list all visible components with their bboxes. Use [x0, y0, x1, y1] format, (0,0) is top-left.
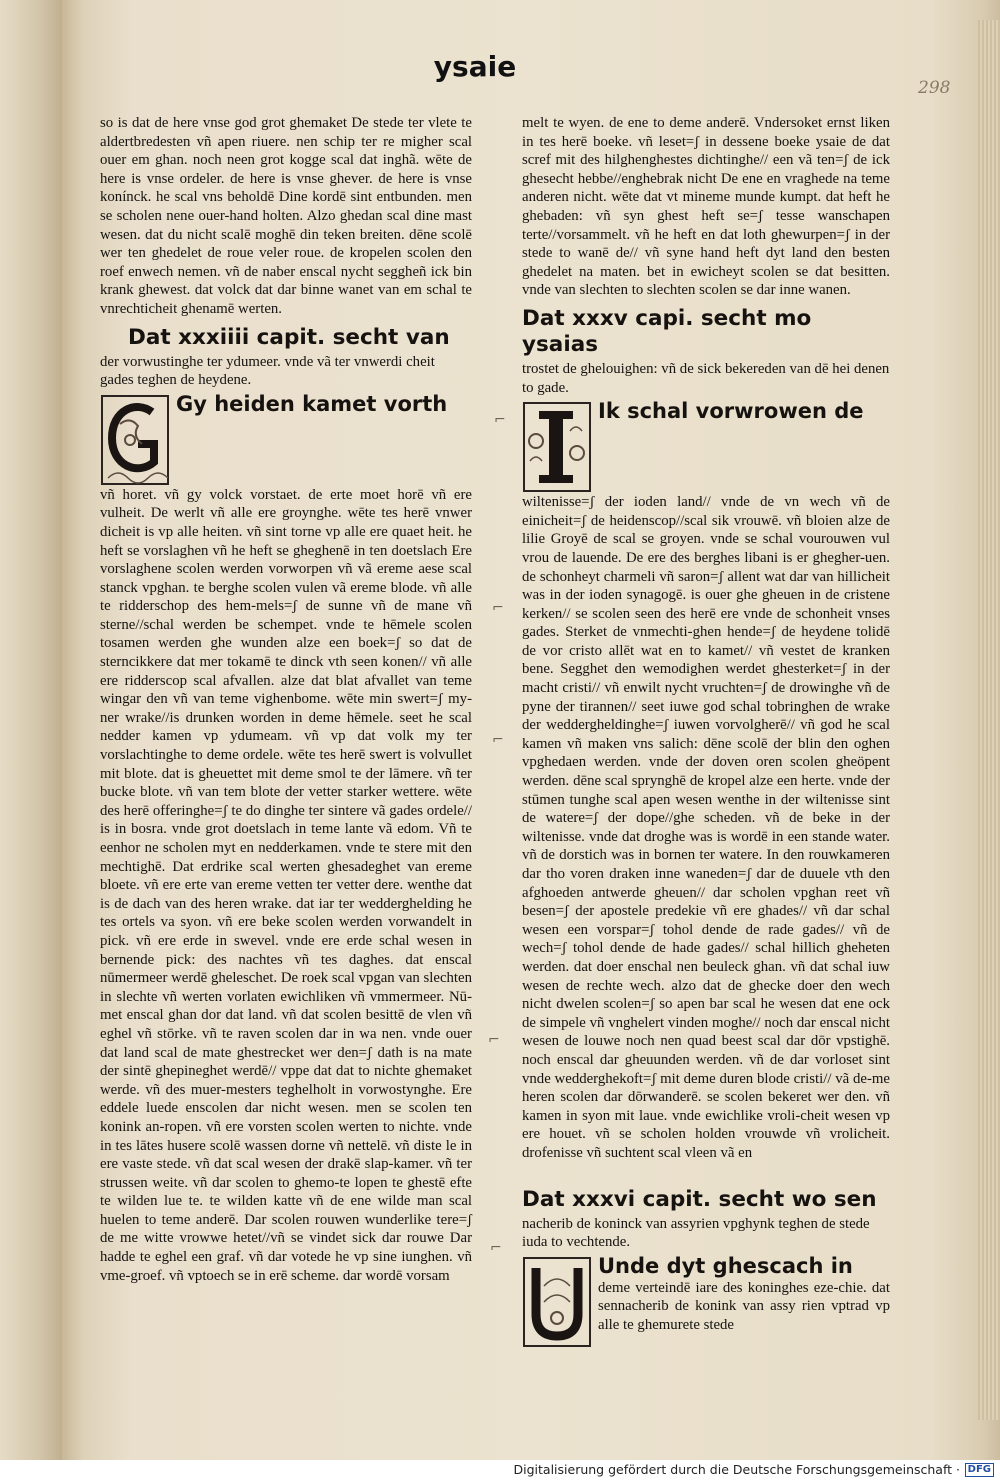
chapter-36-heading: Dat xxxvi capit. secht wo sen: [522, 1186, 877, 1212]
chapter-34-summary: der vorwustinghe ter ydumeer. vnde vã ter vnwerdi cheit gades teghen de heydene.: [100, 353, 435, 389]
marginal-mark: ⌐: [490, 1240, 502, 1256]
right-text-column: [522, 114, 890, 1348]
marginal-mark: ⌐: [492, 732, 504, 748]
chapter-gap: [522, 1163, 890, 1181]
decorated-initial-i-icon: [522, 401, 592, 493]
chapter-36-body: deme verteindē iare des koninghes eze-chie. dat sennacherib de konink van assy rien vptrad vp alle te ghemurete stede: [598, 1279, 890, 1333]
chapter-36-opening: [522, 1254, 890, 1348]
chapter-36-opening-text: [598, 1254, 890, 1335]
page-fore-edge: [978, 20, 1000, 1420]
chapter-35-opening: [522, 399, 890, 493]
right-top-paragraph: melt te wyen. de ene to deme anderē. Vndersoket ernst liken in tes herē boeke. vñ leset=ʃ in dessene boeke ysaie de dat scref mit des hilghenghestes dichtinghe// een vã ten=ʃ de ick ghesecht hebbe//enghebrak nicht De ene en vraghede na teme anderen nicht. wēte dat vt mineme munde kumpt. dat heft he ghebaden: vñ syn ghest heft se=ʃ tesse wanschapen terte//vorsammelt. vñ he heft en dat loth ghewurpen=ʃ in der stede to wanē de// vñ syne hand heft dyt land den besten ghedelet na maten. bet in ewicheyt scolen se dat besitten. vnde van slechten to slechten scolen se dar inne wanen.: [522, 115, 890, 299]
chapter-35-summary: trostet de ghelouighen: vñ de sick bekereden van dē hei denen to gade.: [522, 360, 890, 396]
marginal-mark: ⌐: [494, 412, 506, 428]
digitization-credit: Digitalisierung gefördert durch die Deutsche Forschungsgemeinschaft ·: [513, 1462, 960, 1477]
left-text-column: [100, 114, 472, 1285]
running-title: ysaie: [433, 50, 517, 83]
marginal-mark: ⌐: [488, 1032, 500, 1048]
dfg-logo-icon: DFG: [965, 1463, 994, 1477]
chapter-34-opening-text: [176, 392, 472, 417]
chapter-35-opening-text: [598, 399, 890, 424]
chapter-35-heading: Dat xxxv capi. secht mo ysaias: [522, 305, 812, 357]
folio-number: 298: [918, 78, 951, 98]
digitization-footer: [0, 1460, 1000, 1481]
book-outer-edge: [0, 0, 70, 1460]
decorated-initial-g-icon: [100, 394, 170, 486]
chapter-34-body: vñ horet. vñ gy volck vorstaet. de erte moet horē vñ ere vulheit. De werlt vñ alle ere groynghe. wēte tes herē vnwer dicheit is vp alle heiten. vñ sint torne vp alle ere quaet heit. he heft se vorslaghen vñ he heft se gheghenē in ten doetslach Ere vorslaghene scolen werden vorworpen vñ vã ereme aese scal stanck vpghan. te berghe scolen vulen vã ereme blode. vñ alle te ridderschop des hem-mels=ʃ de sunne vñ de mane vñ sterne//schal werden be schempet. vnde te hēmele scolen tosamen werden ghe wunden alze een boek=ʃ so dat de sterncikkere dat mer tokamē te dinck vth seen konen// vñ alle ere ridderscop scal afvallen. alze dat blat afvallet van teme wingar den vñ van teme vighenbome. wēte min swert=ʃ my-ner wrake//is drunken worden in deme hēmele. seet he scal nedder kamen vp ydumeam. vñ vp dat volk my ter vorslachtinghe to deme ordele. wēte tes herē swert is volvullet mit blote. dat is gheuettet mit deme smol te der lāmere. vñ ter bucke blote. vñ van tem blote der vetter starker wettere. wēte des herē offeringhe=ʃ te do dinghe ter sintere vã gades ordele// is in bosra. vnde grot doetslach in teme lante vã edom. Vñ te eenhor ne scholen myt en nedderkamen. vnde te stere mit den mechtighē. Dat erdrike scal werten ghesadeghet van ereme bloete. vñ ere erte van ereme vetten ter vetter dere. wenthe dat is de dach van des heren wrake. dat iar ter wedderghelding he tes ortels va syon. vñ ere beke scolen werden vorwandelt in pick. vñ ere erde in swevel. vnde ere erde schal wesen in bernende pick: des nachtes vñ tes daghes. dat enscal nūmermeer werdē gheleschet. De roek scal vpgan van slechten in slechte vñ werten vorlaten ewichliken vñ vmmermeer. Nū-met enscal ghan dor dat land. vñ dat scolen besittē de vlen vñ eghel vñ stōrke. vñ te raven scolen dar in wa nen. vnde ouer dat land scal de mate ghestrecket wer den=ʃ dath is na mate der sintē ghepineghet werdē// vppe dat dat to nichte ghemaket werde. vñ des muer-mesters teghelholt in vorwostynghe. Ere eddele luede enscolen dar nicht wesen. men se scolen ten konink an-ropen. vñ ere vorsten scolen werten to nichte. vnde in tes lātes husere scolē wassen dorne vñ nettelē. vñ diste le in ere vaste stede. vñ dat scal wesen der drakē slap-kamer. vñ ter strussen weite. vñ dar scolen to ghemo-te lopen te ghestē efte te wilden lue te. te wilden katte vñ de ene wilde man scal huelen to teme anderē. Dar scolen rouwen wunderlike tere=ʃ de me witte vrowwe hetet//vñ se vindet sick dar rouwe Dar hadde te eghel een graf. vñ dar votede he vp sine iunghen. vñ vme-groef. vñ vptoech se in erē scheme. dar wordē vorsam: [100, 486, 472, 1284]
chapter-34-opening: [100, 392, 472, 486]
chapter-35-incipit: Ik schal vorwrowen de: [598, 399, 864, 424]
decorated-initial-u-icon: [522, 1256, 592, 1348]
chapter-34-heading: Dat xxxiiii capit. secht van: [128, 324, 450, 350]
chapter-35-body: wiltenisse=ʃ der ioden land// vnde de vn wech vñ de einicheit=ʃ de heidenscop//scal sik vrouwē. vñ bloien alze de lilie Groyē de scal se groyen. vnde se schal vourouwen vul vrou de lauende. De ere des berghes libani is er ghegher-uen. de schonheyt charmeli vñ saron=ʃ allent wat dar van hillicheit was in der ioden synagogē. is ouer ghe gheuen in de cristene kerken// se scolen seen des herē ere vnde de schonheit vnses gades. Sterket de vnmechti-ghen hende=ʃ de heydene tolidē de vor cristo allēt wat en to kamet// vñ vestet de kranken bene. Segghet den wemodighen werdet ghesterket=ʃ in der macht cristi// vñ enwilt nycht vruchten=ʃ de drowinghe vñ de pyne der tirannen// seet iuwe god schal tobringhen de wrake der weddergheldinghe=ʃ iuwen vorvolgherē// vñ god he scal kamen vñ maken vns salich: dēne scolē der blin den oghen vpghedaen werden. vnde der doven oren scolen gheöpent werden. dēne scal sprynghē de kropel alze een herte. vnde der stūmen tunghe scal apen wesen wenthe in der wiltenisse sint de watere=ʃ der dope//ghe scheden. vñ de beke in der wiltenisse. vnde dat droghe was is wordē in een stande water. vñ de dorstich was in bornen ter watere. In den rouwkameren dar tho voren draken inne waneden=ʃ dar de duuele vth den afghoeden antwerde gheuen// dar scholen vpghan reet vñ besen=ʃ der apostele predekie vñ ere ghades// vñ dar schal wesen een vorspar=ʃ tohol dende de rade gades// vñ de wech=ʃ tohol dende de hade gades// schal hillich gheheten werden. dat doer enschal nen beuleck ghan. vñ dat schal iuw wesen de rechte wech. alzo dat de ghecke doer den wech nicht dwelen scolen=ʃ so apen bar scal he wesen dat ene ock de simpele vñ vnghelert vinden moghe// noch dar enscal nicht wesen de louwe noch nen quad beest scal dar dōr vpstighē. noch enscal dar gheuunden werden. vñ de dar vorloset sint vnde wedderghekoft=ʃ mit deme duren blode cristi// vã de-me heren scolen dar dōrwanderē. se scolen bekeret wer den. vñ kamen in syon mit laue. vnde ewichlike vroli-cheit wesen vp ere houet. vñ se scholen holden vrouwde vñ vrolicheit. drofenisse vñ suchtent scal vleen vã en: [522, 494, 890, 1161]
chapter-36-incipit: Unde dyt ghescach in: [598, 1253, 853, 1278]
left-top-paragraph: so is dat de here vnse god grot ghemaket De stede ter vlete te aldertbredesten vñ apen riuere. nen schip ter re migher scal ouer em ghan. noch neen grot kogge scal dat inghã. wēte de here is vnse ordeler. de here is vnse ghever. de here is vnse konínck. he scal vns beholdē Dine kordē sint entbunden. men se scholen nene ouer-hand holten. Alzo ghedan scal dine mast wesen. dat du nicht scalē moghē din teken breiten. dēne scolē wer ten ghedelet de roue veler roue. de kropelen scolen den roef enwech nemen. vñ de naber enscal nycht seggheñ ick bin krank ghewest. dat volck dat dar binne wanet van em schal te vnrechticheit ghenamē werten.: [100, 115, 472, 317]
chapter-34-incipit: Gy heiden kamet vorth: [176, 391, 448, 416]
marginal-mark: ⌐: [492, 600, 504, 616]
chapter-36-summary: nacherib de koninck van assyrien vpghynk teghen de stede iuda to vechtende.: [522, 1215, 870, 1251]
